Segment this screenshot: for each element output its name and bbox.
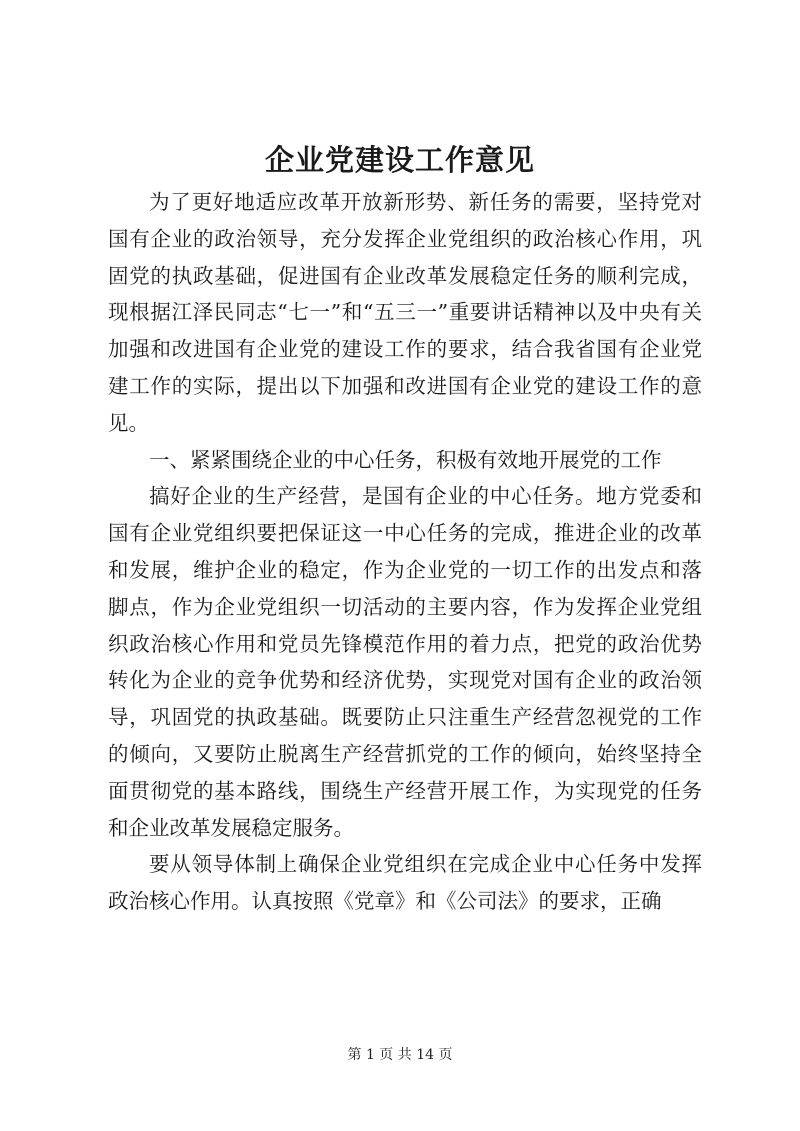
paragraph-intro: 为了更好地适应改革开放新形势、新任务的需要，坚持党对国有企业的政治领导，充分发挥企业党组织的政治核心作用，巩固党的执政基础，促进国有企业改革发展稳定任务的顺利完成，现根据江泽民同志“七一”和“五三一”重要讲话精神以及中央有关加强和改进国有企业党的建设工作的要求，结合我省国有企业党建工作的实际，提出以下加强和改进国有企业党的建设工作的意见。 bbox=[108, 190, 702, 435]
page-number-footer: 第 1 页 共 14 页 bbox=[347, 1047, 453, 1063]
document-body bbox=[108, 184, 702, 920]
section-heading-1: 一、紧紧围绕企业的中心任务，积极有效地开展党的工作 bbox=[149, 447, 662, 472]
paragraph-section-1-b: 要从领导体制上确保企业党组织在完成企业中心任务中发挥政治核心作用。认真按照《党章》和《公司法》的要求，正确 bbox=[108, 852, 702, 914]
paragraph-section-1-a: 搞好企业的生产经营，是国有企业的中心任务。地方党委和国有企业党组织要把保证这一中心任务的完成，推进企业的改革和发展，维护企业的稳定，作为企业党的一切工作的出发点和落脚点，作为企业党组织一切活动的主要内容，作为发挥企业党组织政治核心作用和党员先锋模范作用的着力点，把党的政治优势转化为企业的竞争优势和经济优势，实现党对国有企业的政治领导，巩固党的执政基础。既要防止只注重生产经营忽视党的工作的倾向，又要防止脱离生产经营抓党的工作的倾向，始终坚持全面贯彻党的基本路线，围绕生产经营开展工作，为实现党的任务和企业改革发展稳定服务。 bbox=[108, 484, 702, 840]
document-title: 企业党建设工作意见 bbox=[264, 143, 535, 177]
